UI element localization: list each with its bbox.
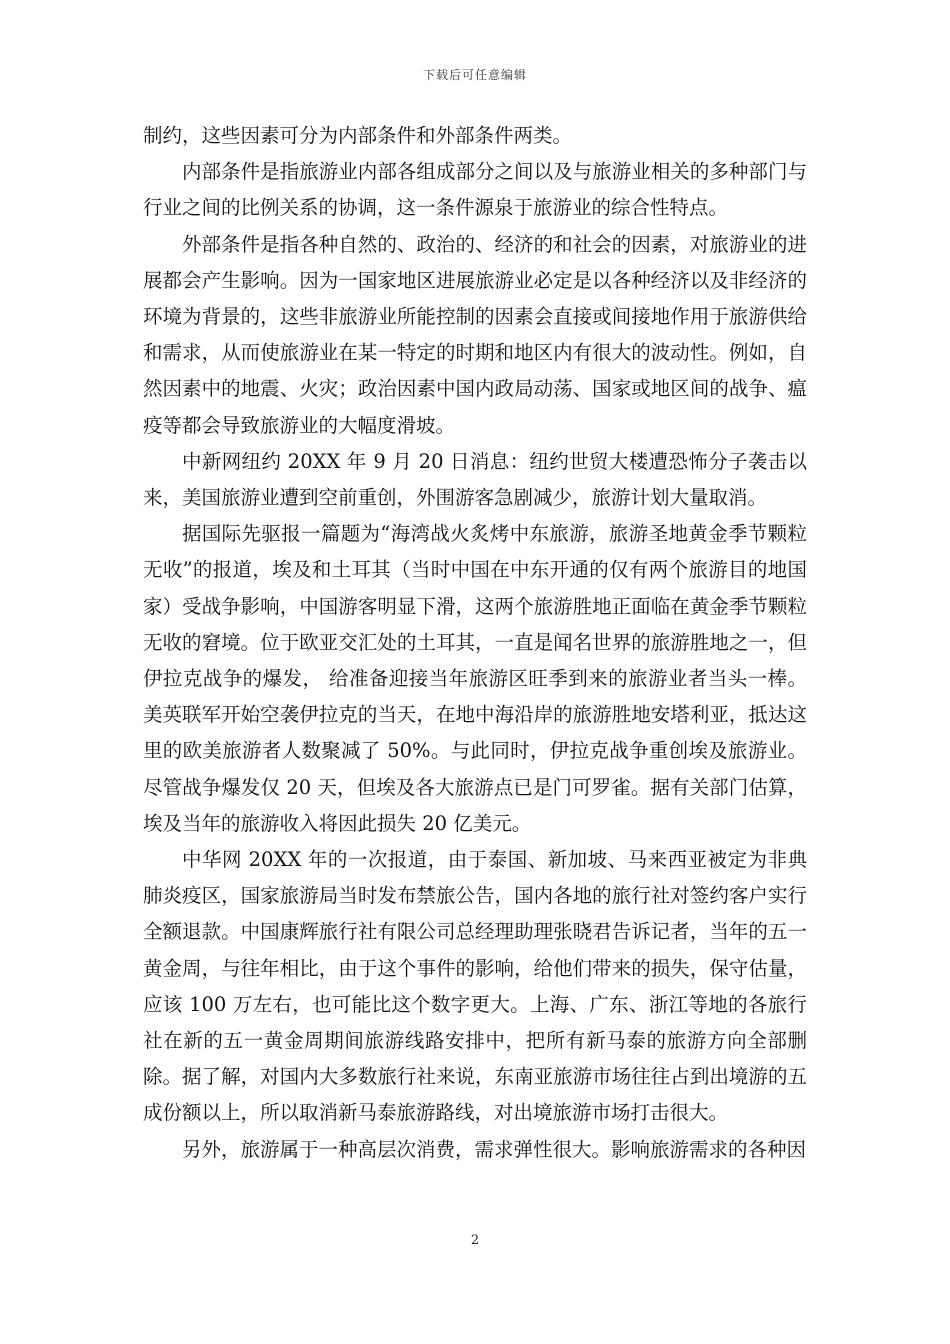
page-header: 下载后可任意编辑 — [422, 68, 527, 82]
document-body — [143, 118, 807, 1168]
paragraph-6: 中华网 20XX 年的一次报道，由于泰国、新加坡、马来西亚被定为非典肺炎疫区，国家旅游局当时发布禁旅公告，国内各地的旅行社对签约客户实行全额退款。中国康辉旅行社有限公司总经理助理张晓君告诉记者，当年的五一黄金周，与往年相比，由于这个事件的影响，给他们带来的损失，保守估量，应该 100 万左右，也可能比这个数字更大。上海、广东、浙江等地的各旅行社在新的五一黄金周期间旅游线路安排中，把所有新马泰的旅游方向全部删除。据了解，对国内大多数旅行社来说，东南亚旅游市场往往占到出境游的五成份额以上，所以取消新马泰旅游路线，对出境旅游市场打击很大。 — [143, 848, 807, 1125]
paragraph-3: 外部条件是指各种自然的、政治的、经济的和社会的因素，对旅游业的进展都会产生影响。因为一国家地区进展旅游业必定是以各种经济以及非经济的环境为背景的，这些非旅游业所能控制的因素会直接或间接地作用于旅游供给和需求，从而使旅游业在某一特定的时期和地区内有很大的波动性。例如，自然因素中的地震、火灾；政治因素中国内政局动荡、国家或地区间的战争、瘟疫等都会导致旅游业的大幅度滑坡。 — [143, 232, 807, 437]
paragraph-2: 内部条件是指旅游业内部各组成部分之间以及与旅游业相关的多种部门与行业之间的比例关系的协调，这一条件源泉于旅游业的综合性特点。 — [143, 160, 807, 220]
paragraph-5: 据国际先驱报一篇题为“海湾战火炙烤中东旅游，旅游圣地黄金季节颗粒无收”的报道，埃及和土耳其（当时中国在中东开通的仅有两个旅游目的地国家）受战争影响，中国游客明显下滑，这两个旅游胜地正面临在黄金季节颗粒无收的窘境。位于欧亚交汇处的土耳其，一直是闻名世界的旅游胜地之一，但伊拉克战争的爆发， 给准备迎接当年旅游区旺季到来的旅游业者当头一棒。美英联军开始空袭伊拉克的当天，在地中海沿岸的旅游胜地安塔利亚，抵达这里的欧美旅游者人数聚减了 50%。与此同时，伊拉克战争重创埃及旅游业。尽管战争爆发仅 20 天，但埃及各大旅游点已是门可罗雀。据有关部门估算，埃及当年的旅游收入将因此损失 20 亿美元。 — [143, 522, 807, 835]
page-number: 2 — [470, 1233, 480, 1248]
paragraph-1: 制约，这些因素可分为内部条件和外部条件两类。 — [143, 124, 573, 147]
paragraph-7: 另外，旅游属于一种高层次消费，需求弹性很大。影响旅游需求的各种因 — [182, 1137, 807, 1161]
paragraph-4: 中新网纽约 20XX 年 9 月 20 日消息：纽约世贸大楼遭恐怖分子袭击以来，美国旅游业遭到空前重创，外围游客急剧减少，旅游计划大量取消。 — [143, 449, 807, 510]
